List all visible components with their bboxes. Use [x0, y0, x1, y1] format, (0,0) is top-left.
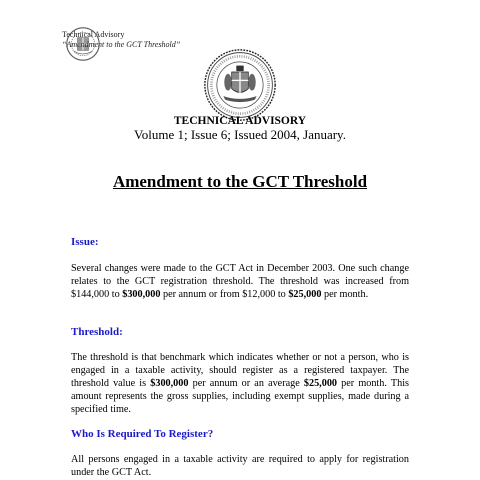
body-text: Several changes were made to the GCT Act in December 2003. One such change relates to the GCT registration threshold. The threshold was increased from $144,000 to — [71, 263, 409, 300]
advisory-volume-line: Volume 1; Issue 6; Issued 2004, January. — [134, 127, 346, 142]
body-bold-value: $300,000 — [150, 378, 189, 389]
body-text: All persons engaged in a taxable activity are required to apply for registration under the GCT Act. — [71, 454, 409, 478]
section-heading-threshold: Threshold: — [71, 326, 123, 338]
body-text: per annum or an average — [188, 378, 304, 389]
body-text: per annum or from $12,000 to — [160, 289, 289, 300]
body-bold-value: $300,000 — [122, 289, 161, 300]
section-heading-issue: Issue: — [71, 236, 99, 248]
body-text: per month. This amount represents the gross supplies, including exempt supplies, made during a specified time. — [71, 378, 409, 415]
running-header-subtitle: “Amendment to the GCT Threshold” — [62, 40, 181, 49]
running-header — [62, 30, 180, 50]
running-header-title: Technical Advisory — [62, 30, 125, 39]
section-heading-who-registers: Who Is Required To Register? — [71, 428, 214, 440]
body-bold-value: $25,000 — [288, 289, 322, 300]
coat-of-arms-seal — [203, 48, 277, 122]
section-body-threshold — [71, 351, 409, 416]
body-bold-value: $25,000 — [303, 378, 337, 389]
section-body-who-registers — [71, 453, 409, 479]
body-text: per month. — [321, 289, 369, 300]
section-body-issue — [71, 262, 409, 301]
advisory-label: TECHNICAL ADVISORY — [173, 115, 307, 127]
body-text: The threshold is that benchmark which indicates whether or not a person, who is engaged in a taxable activity, should register as a registered taxpayer. The threshold value is — [71, 352, 409, 389]
document-title: Amendment to the GCT Threshold — [112, 172, 368, 191]
